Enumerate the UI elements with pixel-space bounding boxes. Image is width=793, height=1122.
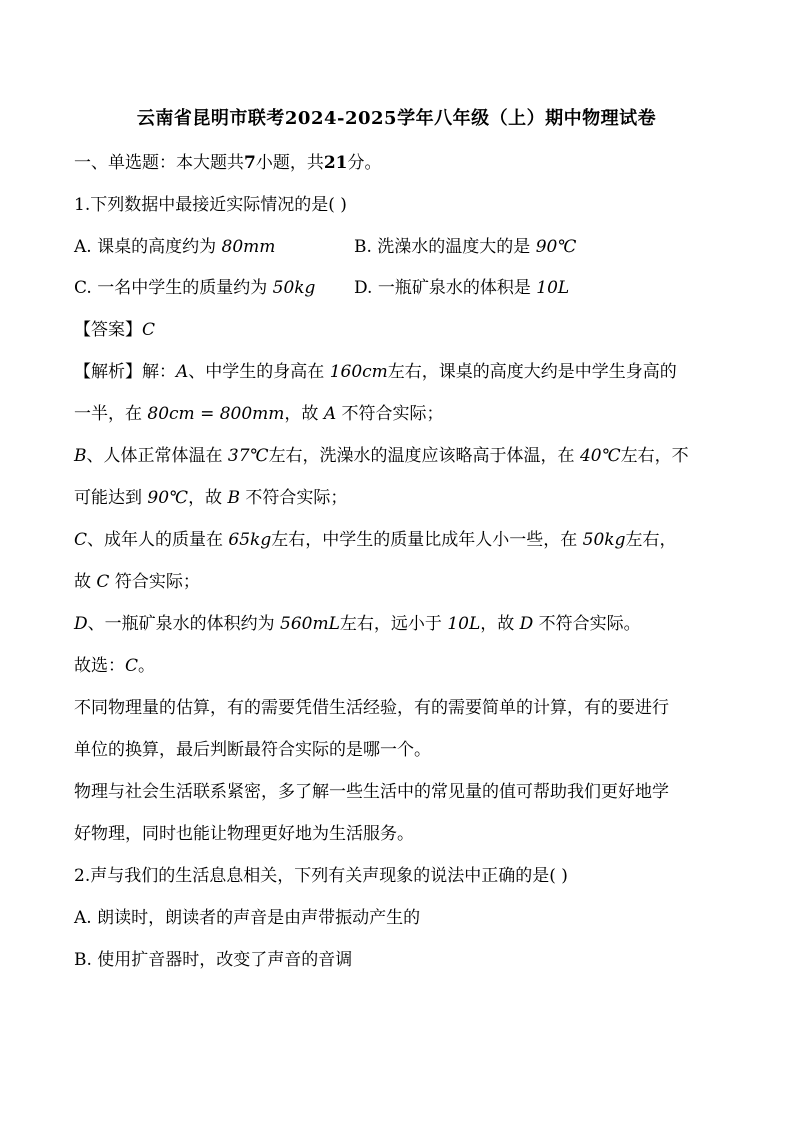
analysis-line-8	[74, 651, 734, 676]
question-count: 7	[244, 153, 256, 173]
q1-option-c-value: 50kg	[272, 278, 316, 298]
analysis-line-9: 不同物理量的估算，有的需要凭借生活经验，有的需要简单的计算，有的要进行	[74, 698, 669, 718]
analysis-label: 【解析】解：	[74, 362, 176, 382]
q1-option-d-text: D. 一瓶矿泉水的体积是	[354, 278, 537, 298]
q2-option-b: B. 使用扩音器时，改变了声音的音调	[74, 950, 353, 970]
analysis-text: 不符合实际。	[533, 614, 641, 634]
analysis-value: 65kg	[228, 530, 272, 550]
section-suffix: 分。	[347, 153, 382, 173]
analysis-text: 故选：	[74, 656, 125, 676]
analysis-line-4	[74, 483, 734, 508]
analysis-value: 10L	[447, 614, 481, 634]
analysis-text: 可能达到	[74, 488, 148, 508]
section-mid: 小题，共	[255, 153, 324, 173]
analysis-value: 90℃	[147, 488, 189, 508]
option-ref: C	[74, 530, 88, 550]
section-heading	[74, 148, 734, 173]
analysis-line-6	[74, 567, 734, 592]
analysis-text: 左右，课桌的高度大约是中学生身高的	[387, 362, 677, 382]
analysis-value: 80cm = 800mm	[147, 404, 285, 424]
option-ref: D	[74, 614, 88, 634]
analysis-text: 、一瓶矿泉水的体积约为	[87, 614, 281, 634]
q1-option-c	[74, 273, 344, 298]
exam-title: 云南省昆明市联考2024-2025学年八年级（上）期中物理试卷	[136, 108, 657, 129]
q1-option-b-text: B. 洗澡水的温度大的是	[354, 237, 536, 257]
analysis-line-11: 物理与社会生活联系紧密，多了解一些生活中的常见量的值可帮助我们更好地学	[74, 782, 669, 802]
analysis-text: 左右，不	[620, 446, 689, 466]
question-2-stem: 2.声与我们的生活息息相关，下列有关声现象的说法中正确的是( )	[74, 866, 568, 886]
analysis-text: 、人体正常体温在	[86, 446, 228, 466]
q1-option-a-value: 80mm	[221, 237, 276, 257]
q1-option-d-value: 10L	[536, 278, 570, 298]
analysis-text: 。	[138, 656, 156, 676]
question-1-stem: 1.下列数据中最接近实际情况的是( )	[74, 195, 347, 215]
q1-option-b	[354, 232, 576, 257]
analysis-line-2	[74, 399, 734, 424]
option-ref: A	[176, 362, 189, 382]
analysis-value: 560mL	[280, 614, 340, 634]
analysis-text: 不符合实际；	[239, 488, 348, 508]
analysis-text: 故	[74, 572, 97, 592]
analysis-text: ，故	[188, 488, 228, 508]
analysis-text: 左右，中学生的质量比成年人小一些，在	[271, 530, 583, 550]
analysis-line-12: 好物理，同时也能让物理更好地为生活服务。	[74, 824, 414, 844]
q1-option-a	[74, 232, 344, 257]
q1-answer	[74, 315, 734, 340]
analysis-text: ，故	[284, 404, 324, 424]
answer-value: C	[142, 320, 156, 340]
option-ref: A	[323, 404, 337, 424]
analysis-value: 37℃	[227, 446, 269, 466]
total-score: 21	[323, 153, 348, 173]
q2-option-a: A. 朗读时，朗读者的声音是由声带振动产生的	[74, 908, 421, 928]
analysis-line-3	[74, 441, 734, 466]
option-ref: C	[125, 656, 139, 676]
option-ref: B	[227, 488, 240, 508]
analysis-text: 左右，远小于	[339, 614, 448, 634]
analysis-value: 50kg	[582, 530, 626, 550]
analysis-line-7	[74, 609, 734, 634]
analysis-text: 、成年人的质量在	[87, 530, 229, 550]
answer-label: 【答案】	[74, 320, 142, 340]
option-ref: B	[74, 446, 87, 466]
q1-option-a-text: A. 课桌的高度约为	[74, 237, 222, 257]
q1-option-b-value: 90℃	[535, 237, 577, 257]
analysis-text: 不符合实际；	[336, 404, 444, 424]
analysis-text: ，故	[480, 614, 520, 634]
analysis-text: 符合实际；	[109, 572, 200, 592]
option-ref: D	[519, 614, 534, 634]
analysis-line-1	[74, 357, 734, 382]
analysis-value: 40℃	[579, 446, 621, 466]
analysis-line-5	[74, 525, 734, 550]
analysis-value: 160cm	[329, 362, 388, 382]
q1-option-c-text: C. 一名中学生的质量约为	[74, 278, 273, 298]
option-ref: C	[96, 572, 110, 592]
q1-option-d	[354, 273, 569, 298]
analysis-text: 一半，在	[74, 404, 148, 424]
analysis-text: 、中学生的身高在	[188, 362, 330, 382]
analysis-text: 左右，	[625, 530, 677, 550]
analysis-text: 左右，洗澡水的温度应该略高于体温，在	[268, 446, 580, 466]
section-prefix: 一、单选题：本大题共	[74, 153, 244, 173]
analysis-line-10: 单位的换算，最后判断最符合实际的是哪一个。	[74, 740, 431, 760]
